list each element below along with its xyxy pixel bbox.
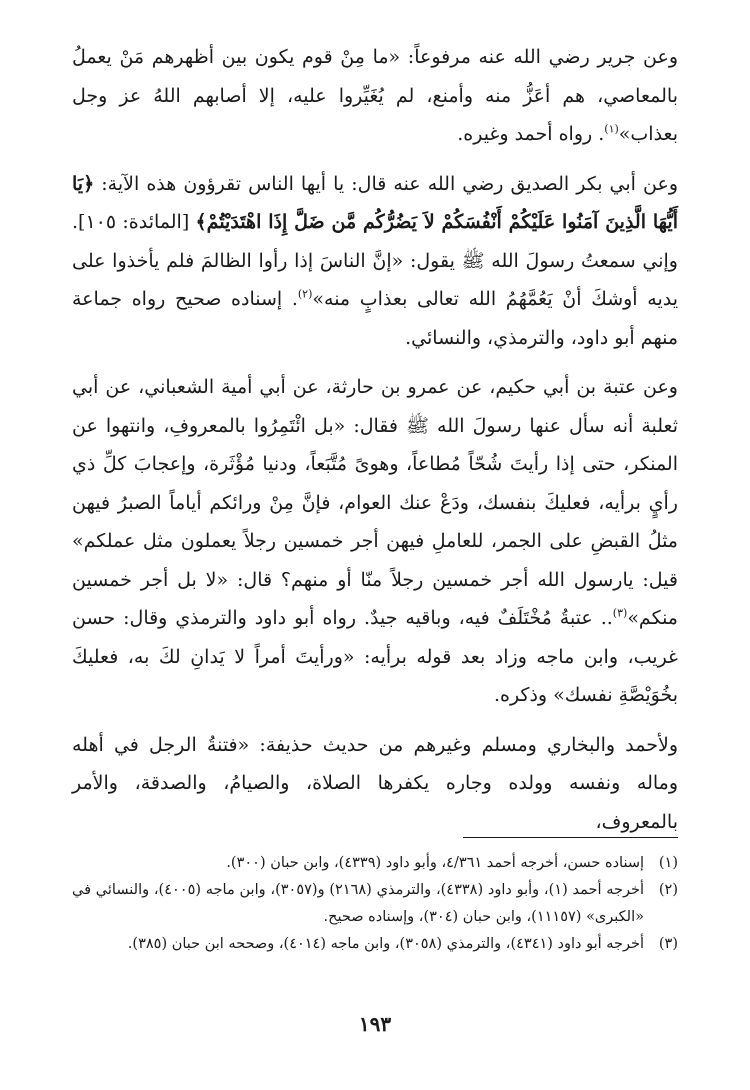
footnote-item	[72, 877, 678, 931]
page-number: ١٩٣	[358, 1012, 392, 1036]
paragraph-text: . إسناده صحيح رواه جماعة منهم أبو داود، والترمذي، والنسائي.	[72, 288, 678, 349]
footnote-item	[72, 931, 678, 958]
footnote-number: (٢)	[658, 882, 678, 898]
paragraph-text: . رواه أحمد وغيره.	[457, 123, 605, 145]
footnote-text: إسناده حسن، أخرجه أحمد ٤/٣٦١، وأبو داود (٤٣٣٩)، وابن حبان (٣٠٠).	[226, 855, 644, 871]
paragraph-jarir	[72, 38, 678, 154]
paragraph-text: ولأحمد والبخاري ومسلم وغيرهم من حديث حذيفة: «فتنةُ الرجل في أهله وماله ونفسه وولده وجاره يكفرها الصلاة، والصيامُ، والصدقة، والأمر بالمعروف،	[72, 733, 678, 833]
footnote-text: أخرجه أبو داود (٤٣٤١)، والترمذي (٣٠٥٨)، وابن ماجه (٤٠١٤)، وصححه ابن حبان (٣٨٥).	[127, 936, 644, 952]
footnote-ref: (١)	[604, 122, 619, 136]
footnote-number: (٣)	[658, 936, 678, 952]
footnote-ref: (٣)	[612, 606, 628, 620]
paragraph-text: [المائدة: ١٠٥]. وإني سمعتُ رسولَ الله ﷺ يقول: «إنَّ الناسَ إذا رأوا الظالمَ فلم يأخذوا على يديه أوشكَ أنْ يَعُمَّهُمُ الله تعالى بعذابٍ منه»	[72, 211, 678, 310]
footnotes	[72, 850, 678, 958]
footnote-number: (١)	[658, 855, 678, 871]
paragraph-text: .. عتبةُ مُخْتَلَفٌ فيه، وباقيه جيدٌ. رواه أبو داود والترمذي وقال: حسن غريب، وابن ماجه وزاد بعد قوله برأيه: «ورأيتَ أمراً لا يَدانِ لكَ به، فعليكَ بخُوَيْصَّةِ نفسك» وذكره.	[72, 607, 678, 706]
footnote-divider	[463, 837, 678, 838]
paragraph-utba	[72, 368, 678, 715]
paragraph-text: وعن عتبة بن أبي حكيم، عن عمرو بن حارثة، عن أبي أمية الشعباني، عن أبي ثعلبة أنه سأل عنها رسولَ الله ﷺ فقال: «بل ائْتَمِرُوا بالمعروفِ، وانتهوا عن المنكر، حتى إذا رأيتَ شُحّاً مُطاعاً، وهوىً مُتَّبَعاً، ودنيا مُؤْثَرة، وإعجابَ كلِّ ذي رأيٍ برأيه، فعليكَ بنفسك، ودَعْ عنك العوام، فإنَّ مِنْ ورائكم أياماً الصبرُ فيهن مثلُ القبضِ على الجمر، للعاملِ فيهن أجر خمسين رجلاً يعملون مثل عملكم» قيل: يارسول الله أجر خمسين رجلاً منّا أو منهم؟ قال: «لا بل أجر خمسين منكم»	[72, 376, 678, 629]
main-text	[72, 38, 678, 852]
quran-verse: ﴿يَا أَيُّهَا الَّذِينَ آمَنُوا عَلَيْكُمْ أَنْفُسَكُمْ لاَ يَضُرُّكُم مَّن ضَلَّ إِذَا اهْتَدَيْتُمْ﴾	[72, 172, 678, 233]
paragraph-text: وعن جرير رضي الله عنه مرفوعاً: «ما مِنْ قوم يكون بين أظهرهم مَنْ يعملُ بالمعاصي، هم أعَزُّ منه وأمنع، لم يُغَيِّروا عليه، إلا أصابهم اللهُ عز وجل بعذاب»	[72, 46, 678, 145]
paragraph-hudhayfa	[72, 726, 678, 842]
paragraph-abu-bakr	[72, 165, 678, 358]
footnote-text: أخرجه أحمد (١)، وأبو داود (٤٣٣٨)، والترمذي (٢١٦٨) و(٣٠٥٧)، وابن ماجه (٤٠٠٥)، والنسائي في «الكبرى» (١١١٥٧)، وابن حبان (٣٠٤)، وإسناده صحيح.	[72, 882, 645, 925]
footnote-ref: (٢)	[297, 287, 313, 301]
footnote-item	[72, 850, 678, 877]
paragraph-text: وعن أبي بكر الصديق رضي الله عنه قال: يا أيها الناس تقرؤون هذه الآية:	[101, 172, 678, 195]
